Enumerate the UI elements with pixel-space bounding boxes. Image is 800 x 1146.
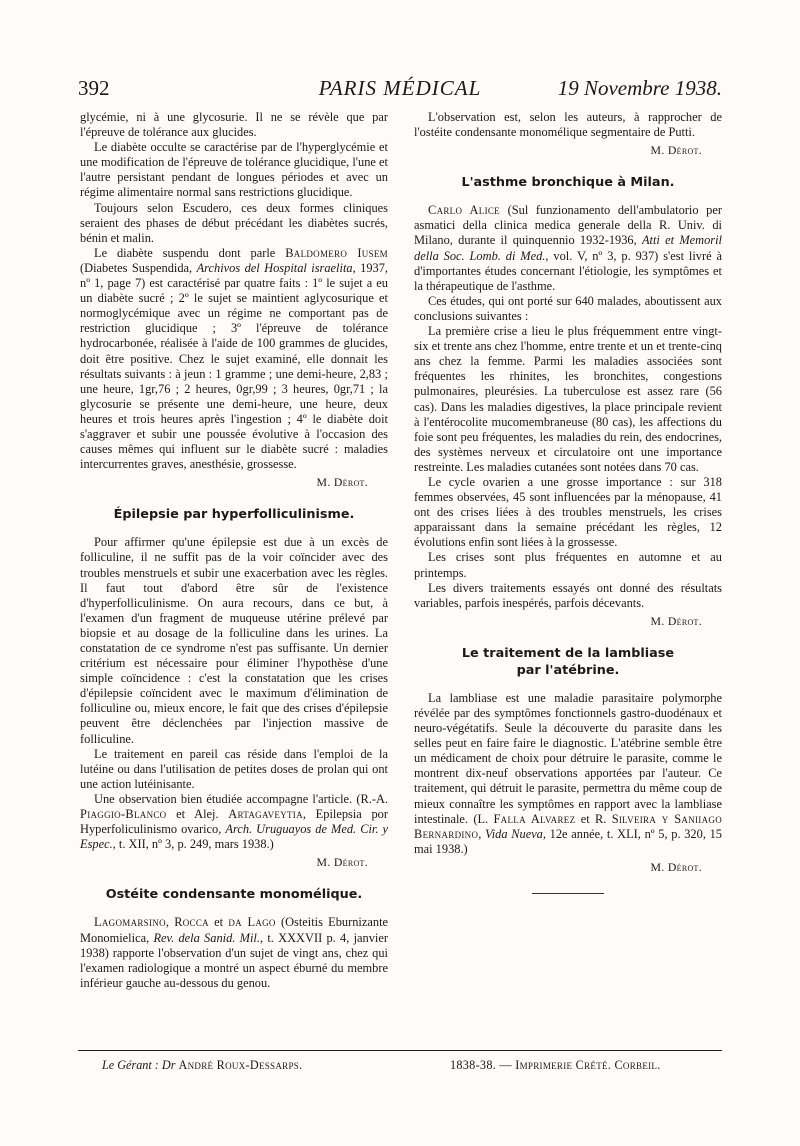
text-run: (Osteitis Eburnizante Monomielica, — [80, 915, 389, 945]
paragraph: Pour affirmer qu'une épilepsie est due à un excès de folliculine, il ne suffit pas de la voir coïncider avec des troubles menstruels et subir une exacerbation avec les règles. Il faut tout d'abord être sûr de l'existence d'hyperfolliculinisme. On aura recours, dans ce but, à l'examen d'un fragment de muqueuse utérine prélevé par biopsie et au dosage de la folliculine dans les urines. La constatation de ce syndrome n'est pas suffisante. Un dernier critérium est nécessaire pour éliminer l'hypothèse d'une simple coïncidence : c'est la constatation que les crises d'épilepsie coïncident avec le maximum d'élimination de folliculine ou, mieux encore, le fait que des crises d'épilepsie peuvent être déclenchées par l'injection massive de folliculine. — [80, 535, 388, 746]
author-name: Silveira y Saniiago Bernardino — [414, 811, 722, 841]
section-heading: L'asthme bronchique à Milan. — [461, 175, 675, 191]
left-column — [80, 110, 388, 991]
author-name: Artagaveytia — [228, 807, 303, 822]
reference-title: Vida Nueva, — [485, 826, 546, 841]
section-heading: Épilepsie par hyperfolliculinisme. — [113, 507, 355, 523]
paragraph — [414, 203, 722, 294]
end-rule — [532, 893, 604, 894]
paragraph — [80, 915, 388, 990]
author-name: Falla Alvarez — [493, 811, 576, 826]
heading-line: par l'atébrine. — [516, 662, 620, 678]
text-run: , Epilepsia por Hyperfoliculinismo ovarico, — [80, 807, 389, 837]
right-column — [414, 110, 722, 894]
manager-name: André Roux-Dessarps. — [178, 1058, 303, 1072]
paragraph: Le cycle ovarien a une grosse importance : sur 318 femmes observées, 45 sont influencées par la ménopause, 41 ont des crises liées à des troubles menstruels, les crises apparaissant dans la semaine précédant les règles, 12 évolutions enfin sont liées à la grossesse. — [414, 474, 722, 550]
paragraph: Toujours selon Escudero, ces deux formes cliniques seraient des phases de début précédant les diabètes sucrés, bénin et malin. — [80, 200, 388, 245]
paragraph: Ces études, qui ont porté sur 640 malades, aboutissent aux conclusions suivantes : — [414, 293, 722, 323]
paragraph: Le diabète occulte se caractérise par de l'hyperglycémie et une modification de l'épreuve de tolérance glucidique, l'une et l'autre persistant pendant de longues périodes et avec un régime alimentaire normal sans restrictions glucidique. — [80, 140, 388, 200]
signature: M. Dérot. — [650, 613, 702, 628]
section-heading — [414, 645, 722, 679]
paragraph — [80, 246, 388, 472]
author-name: Piaggio-Blanco — [80, 807, 167, 822]
section-heading: Ostéite condensante monomélique. — [105, 887, 363, 903]
text-run: La lambliase est une maladie parasitaire polymorphe révélée par des symptômes fonctionnels gastro-duodénaux et neuro-végétatifs. Seule la découverte du parasite dans les selles peut en faire faire le diagnostic. L'atébrine semble être un médicament de choix pour détruire le parasite, comme le montrent dix-neuf observations apportées par l'auteur. Ce traitement, qui détruit le parasite, permettra du même coup de mieux connaître les symptômes en rapport avec la lambliase intestinale. (L. — [414, 690, 722, 826]
publisher-credit — [102, 1058, 302, 1073]
text-run: Le Gérant : Dr — [102, 1058, 179, 1072]
author-name: Carlo Alice — [428, 203, 500, 218]
text-run: vol. V, nº 3, p. 937) s'est livré à d'importantes études concernant l'étiologie, les symptômes et la thérapeutique de l'asthme. — [414, 248, 722, 293]
page-number: 392 — [78, 76, 110, 100]
journal-title: PARIS MÉDICAL — [318, 76, 482, 100]
reference-title: Archivos del Hospital israelita, — [196, 260, 356, 275]
paragraph: Le traitement en pareil cas réside dans l'emploi de la lutéine ou dans l'utilisation de petites doses de prolan qui ont une action lutéinisante. — [80, 746, 388, 791]
printer-name: Imprimerie Crété. Corbeil. — [515, 1058, 661, 1072]
text-run: 1937, nº 1, page 7) est caractérisé par quatre faits : 1º le sujet a eu un diabète sucré ; 2º le sujet se maintient aglycosurique et normoglycémique avec un régime ne comportant pas de restriction glucidique ; 3º l'épreuve de tolérance hydrocarbonée, réalisée à l'aide de 100 grammes de glucides, doit être positive. Chez le sujet examiné, elle donnait les résultats suivants : à jeun : 1 gramme ; une demi-heure, 2,83 ; une heure, 1gr,76 ; 2 heures, 0gr,99 ; 3 heures, 0gr,71 ; la glycosurie se présente une demi-heure, une heure, deux heures et trois heures après l'ingestion ; 4º le diabète doit s'aggraver et subir une poussée évolutive à l'occasion des causes mêmes qui influent sur le diabète sucré : maladies intercurrentes graves, anesthésie, grossesse. — [80, 260, 388, 472]
text-run: , — [478, 826, 486, 841]
heading-line: Le traitement de la lambliase — [461, 645, 675, 661]
text-run: , — [165, 915, 175, 930]
text-run: 1838-38. — — [450, 1058, 516, 1072]
signature: M. Dérot. — [316, 855, 368, 870]
footer-rule — [78, 1050, 722, 1051]
author-name: Baldomero Iusem — [285, 245, 388, 260]
text-run: et — [208, 915, 229, 930]
paragraph: glycémie, ni à une glycosurie. Il ne se révèle que par l'épreuve de tolérance aux glucides. — [80, 110, 388, 140]
text-run: (Sul funzionamento dell'ambulatorio per asmatici della clinica medica generale della R. Univ. di Milano, durante il quinquennio 1932-1936, — [414, 203, 723, 248]
reference-title: Atti et Memoril della Soc. Lomb. di Med., — [414, 233, 722, 263]
printer-credit — [450, 1058, 661, 1073]
author-name: Lagomarsino — [94, 915, 166, 930]
author-name: da Lago — [228, 915, 276, 930]
paragraph: La première crise a lieu le plus fréquemment entre vingt-six et trente ans chez l'homme, entre trente et un et trente-cinq ans chez la femme. Parmi les maladies associées sont fréquentes les rhinites, les bronchites, congestions pulmonaires, pleurésies. La tuberculose est assez rare (56 cas). Dans les maladies digestives, la place principale revient à l'entérocolite mucomembraneuse (80 cas), les affections du foie sont peu fréquentes, les maladies du rein, des endocrines, des systèmes nerveux et circulatoire ont une importance restreinte. Les maladies cutanées sont notées dans 70 cas. — [414, 324, 722, 474]
signature: M. Dérot. — [650, 143, 702, 158]
paragraph — [80, 792, 388, 852]
paragraph: Les divers traitements essayés ont donné des résultats variables, parfois inespérés, parfois décevants. — [414, 580, 722, 610]
page-header — [78, 76, 722, 102]
issue-date: 19 Novembre 1938. — [557, 76, 722, 100]
reference-title: Arch. Uruguayos de Med. Cir. y Espec., — [80, 822, 389, 852]
text-run: (Diabetes Suspendida, — [80, 260, 197, 275]
paragraph: L'observation est, selon les auteurs, à rapprocher de l'ostéite condensante monomélique segmentaire de Putti. — [414, 110, 722, 140]
text-run: et Alej. — [166, 807, 229, 822]
reference-title: Rev. dela Sanid. Mil., — [153, 930, 264, 945]
text-run: t. XXXVII p. 4, janvier 1938) rapporte l'observation d'un sujet de vingt ans, chez qui l'examen radiologique a montré un aspect éburné du membre inférieur gauche au-dessous du genou. — [80, 930, 388, 990]
page-footer — [78, 1058, 722, 1078]
paragraph — [414, 691, 722, 857]
text-run: et R. — [575, 811, 612, 826]
text-run: Le diabète suspendu dont parle — [94, 245, 286, 260]
author-name: Rocca — [174, 915, 209, 930]
text-run: t. XII, nº 3, p. 249, mars 1938.) — [115, 837, 274, 852]
paragraph: Les crises sont plus fréquentes en automne et au printemps. — [414, 550, 722, 580]
signature: M. Dérot. — [316, 475, 368, 490]
text-run: 12e année, t. XLI, nº 5, p. 320, 15 mai 1938.) — [414, 826, 722, 856]
text-run: Une observation bien étudiée accompagne l'article. (R.-A. — [94, 791, 388, 806]
signature: M. Dérot. — [650, 859, 702, 874]
